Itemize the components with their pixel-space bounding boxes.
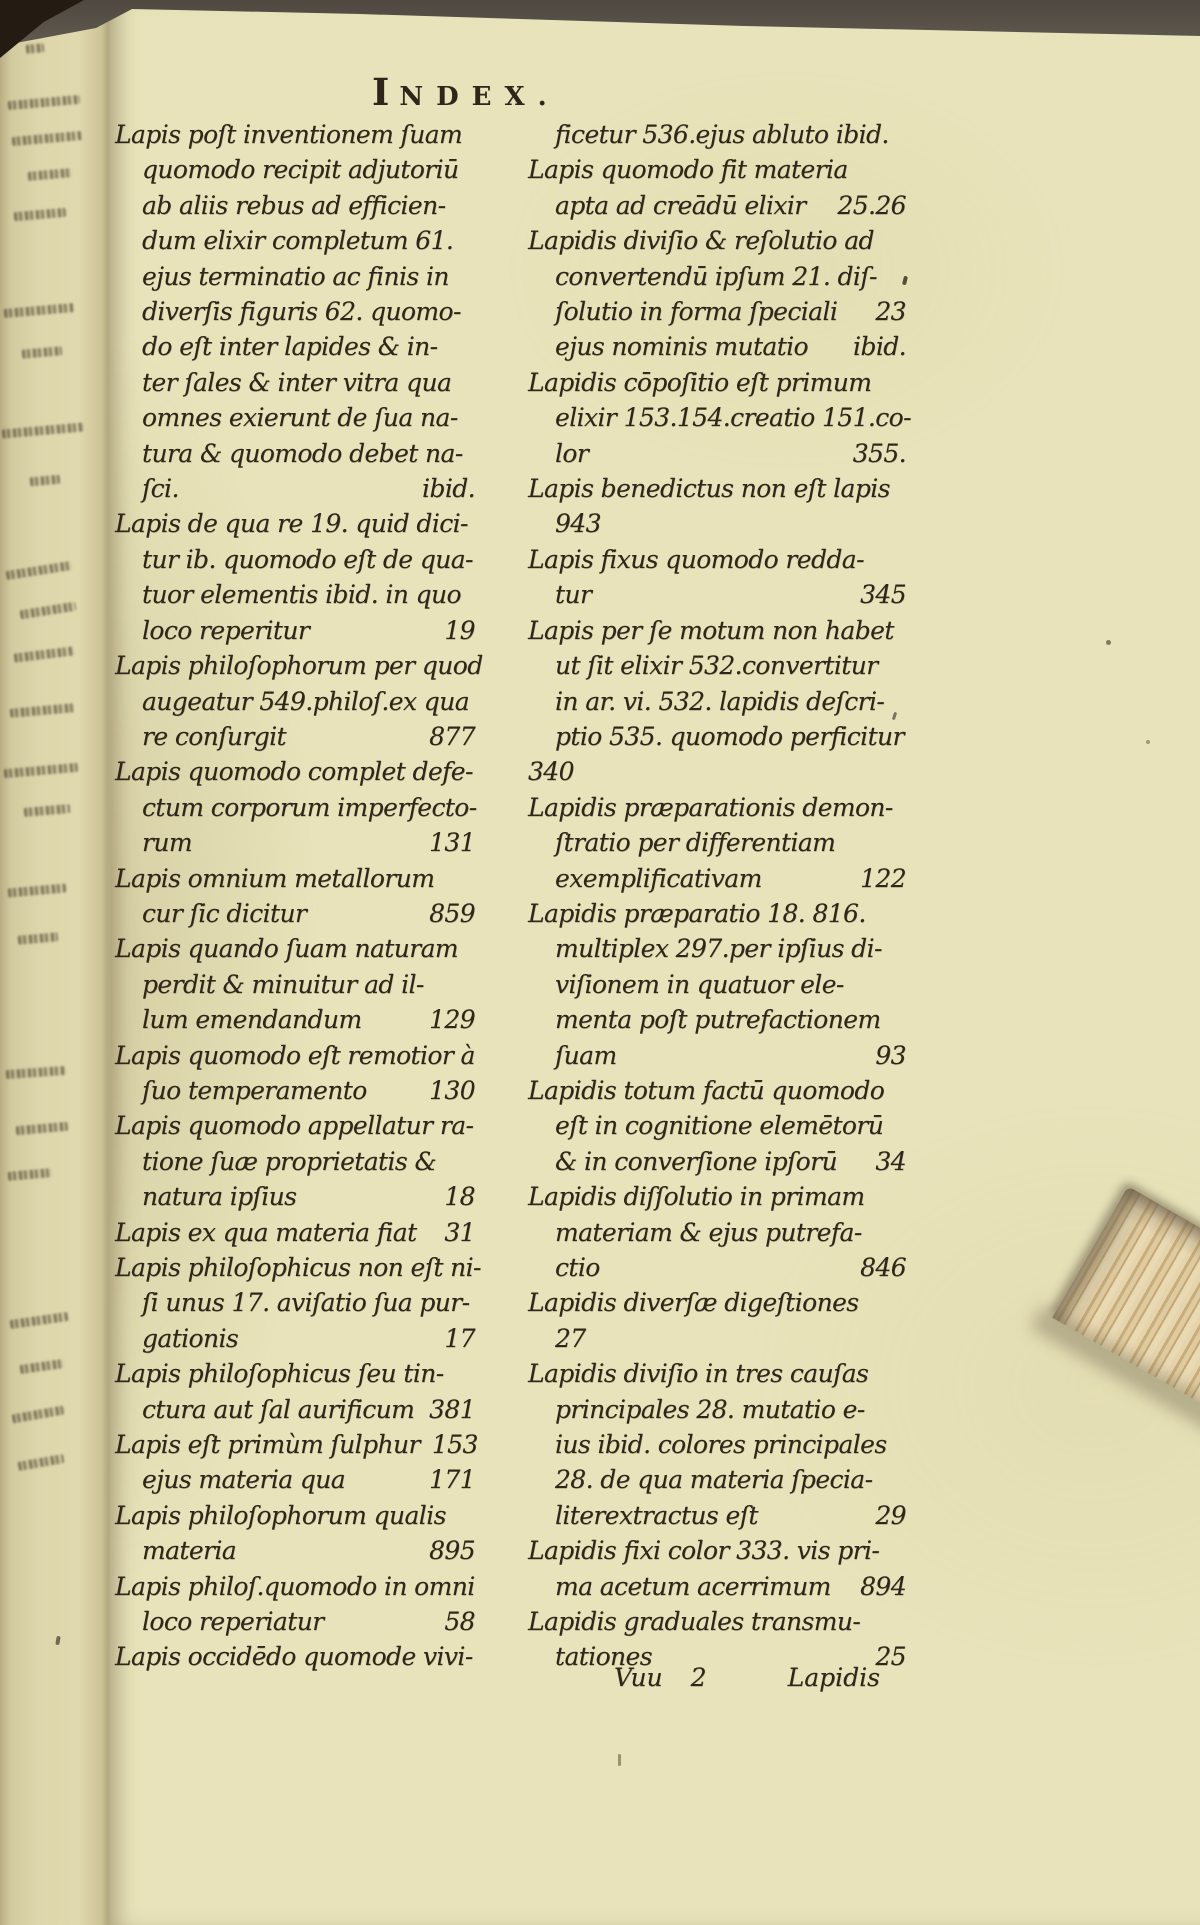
entry-text: ſolutio in forma ſpeciali (555, 297, 838, 327)
index-line (528, 1498, 906, 1533)
page-number: 895 (429, 1536, 475, 1566)
page-number: 877 (429, 721, 475, 751)
page-number: 29 (875, 1500, 906, 1530)
entry-text: lor (555, 438, 589, 468)
entry-text: ctio (555, 1253, 600, 1282)
index-line (115, 1604, 475, 1639)
index-line (528, 967, 906, 1002)
entry-text: Lapis fixus quomodo redda- (528, 544, 864, 574)
entry-text: ma acetum acerrimum (555, 1571, 831, 1601)
entry-text: Lapidis diverſæ digeſtiones (528, 1288, 859, 1318)
index-line (528, 294, 906, 329)
entry-text: loco reperiatur (142, 1607, 324, 1637)
index-line (528, 188, 906, 223)
index-line (528, 1108, 906, 1143)
entry-text: multiplex 297.per ipſius di- (555, 934, 882, 964)
entry-text: quomodo recipit adjutoriū (142, 155, 459, 185)
index-line (528, 1038, 906, 1073)
index-line (115, 259, 475, 294)
entry-text: ſuam (555, 1040, 617, 1070)
entry-text: 27 (555, 1323, 586, 1353)
entry-text: apta ad creādū elixir (555, 190, 806, 220)
index-line (528, 259, 906, 294)
entry-text: Lapis occidēdo quomode vivi- (115, 1642, 473, 1672)
index-line (115, 754, 475, 789)
index-line (115, 1285, 475, 1320)
entry-text: principales 28. mutatio e- (555, 1394, 865, 1424)
entry-text: ſi unus 17. aviſatio ſua pur- (142, 1288, 470, 1318)
entry-text: re conſurgit (142, 721, 286, 751)
entry-text: tur ib. quomodo eſt de qua- (142, 544, 473, 574)
index-line (115, 861, 475, 896)
index-line (115, 719, 475, 754)
index-line (115, 1533, 475, 1568)
index-line (115, 1462, 475, 1497)
index-column-left (115, 117, 483, 1675)
page-number: 18 (444, 1182, 475, 1212)
index-line (115, 1108, 475, 1143)
entry-text: Lapis philoſophicus non eſt ni- (115, 1253, 481, 1282)
index-line (115, 1321, 475, 1356)
entry-text: & in converſione ipſorū (555, 1146, 837, 1176)
entry-text: Lapis de qua re 19. quid dici- (115, 509, 468, 539)
index-line (528, 1285, 906, 1320)
page-number: 23 (875, 297, 906, 327)
index-line (528, 861, 906, 896)
index-line (528, 223, 906, 258)
entry-text: Lapidis præparatio 18. 816. (528, 898, 866, 928)
index-line (115, 117, 475, 152)
page-number: 345 (860, 580, 906, 610)
index-line (528, 542, 906, 577)
entry-text: exemplificativam (555, 863, 762, 893)
entry-text: ficetur 536.ejus abluto ibid. (555, 120, 889, 149)
page-number: 131 (429, 828, 475, 858)
index-line (115, 1038, 475, 1073)
index-line (528, 931, 906, 966)
index-line (115, 931, 475, 966)
index-line (528, 825, 906, 860)
index-line (528, 471, 906, 506)
index-line (115, 825, 475, 860)
index-line (115, 329, 475, 364)
entry-text: augeatur 549.philoſ.ex qua (142, 686, 470, 716)
entry-text: 340 (528, 757, 574, 787)
index-line (115, 188, 475, 223)
entry-text: perdit & minuitur ad il- (142, 969, 424, 999)
entry-text: ut ſit elixir 532.convertitur (555, 651, 878, 681)
page-number: 130 (429, 1075, 475, 1105)
entry-text: rum (142, 828, 192, 858)
index-line (528, 365, 906, 400)
entry-text: Lapis benedictus non eſt lapis (528, 474, 890, 504)
index-line (528, 684, 906, 719)
index-line (528, 754, 906, 789)
entry-text: omnes exierunt de ſua na- (142, 403, 458, 433)
entry-text: ptio 535. quomodo perficitur (555, 721, 904, 751)
index-line (528, 790, 906, 825)
page-number: 58 (444, 1607, 475, 1637)
index-line (528, 1179, 906, 1214)
ink-speck (1146, 740, 1150, 744)
page-number: 153 (431, 1430, 478, 1460)
index-column-right (528, 117, 911, 1675)
index-line (528, 152, 906, 187)
entry-text: 28. de qua materia ſpecia- (555, 1465, 873, 1495)
entry-text: ab aliis rebus ad efficien- (142, 190, 446, 220)
entry-text: dum elixir completum 61. (142, 226, 454, 256)
entry-text: Lapis eſt primùm ſulphur (115, 1430, 420, 1460)
entry-text: eſt in cognitione elemētorū (555, 1111, 884, 1141)
index-line (528, 1462, 906, 1497)
entry-text: Lapidis cōpoſitio eſt primum (528, 367, 872, 397)
index-line (528, 329, 906, 364)
ink-speck (618, 1754, 621, 1766)
entry-text: Lapis quomodo appellatur ra- (115, 1111, 474, 1141)
index-line (528, 1321, 906, 1356)
index-line (528, 506, 906, 541)
index-line (115, 1356, 475, 1391)
index-line (115, 1073, 475, 1108)
header-rest: NDEX. (399, 82, 560, 112)
index-line (115, 967, 475, 1002)
entry-text: ejus materia qua (142, 1465, 346, 1495)
entry-text: Lapis philoſophorum qualis (115, 1500, 446, 1530)
page-number: 17 (444, 1323, 475, 1353)
signature-line (528, 1660, 906, 1695)
page-number: 381 (429, 1394, 475, 1424)
entry-text: Lapis quomodo eſt remotior à (115, 1040, 475, 1070)
entry-text: 943 (555, 509, 601, 539)
index-line (115, 577, 475, 612)
index-line (528, 1215, 906, 1250)
index-line (528, 1533, 906, 1568)
entry-text: Lapis omnium metallorum (115, 863, 435, 893)
entry-text: do eſt inter lapides & in- (142, 332, 438, 362)
index-line (528, 719, 906, 754)
entry-text: Lapidis graduales transmu- (528, 1607, 861, 1637)
entry-text: Lapis philoſophorum per quod (115, 651, 483, 681)
index-line (115, 223, 475, 258)
index-line (528, 648, 906, 683)
entry-text: ſci. (142, 474, 179, 504)
entry-text: ius ibid. colores principales (555, 1430, 887, 1460)
page-number: 355. (852, 438, 906, 468)
index-line (115, 365, 475, 400)
entry-text: elixir 153.154.creatio 151.co- (555, 403, 911, 433)
entry-text: Lapis quando ſuam naturam (115, 934, 459, 964)
index-line (528, 400, 911, 435)
page-number: 122 (860, 863, 906, 893)
page-number: ibid. (422, 474, 475, 504)
index-line (528, 117, 906, 152)
page-number: 19 (444, 615, 475, 645)
page-number: 894 (860, 1571, 906, 1601)
page-number: 25 (875, 1642, 906, 1672)
index-line (528, 1002, 906, 1037)
entry-text: viſionem in quatuor ele- (555, 969, 844, 999)
catchword: Lapidis (787, 1663, 880, 1692)
entry-text: ſtratio per differentiam (555, 828, 836, 858)
index-line (115, 1179, 475, 1214)
index-line (115, 1250, 481, 1285)
ink-speck (1106, 640, 1111, 645)
page-number: 93 (875, 1040, 906, 1070)
page-number: ibid. (853, 332, 906, 362)
index-line (115, 400, 475, 435)
entry-text: tur (555, 580, 592, 610)
entry-text: Lapidis præparationis demon- (528, 792, 893, 822)
index-line (528, 577, 906, 612)
entry-text: gationis (142, 1323, 239, 1353)
index-line (115, 1639, 475, 1674)
index-line (115, 471, 475, 506)
index-line (115, 896, 475, 931)
entry-text: ejus terminatio ac finis in (142, 261, 449, 291)
index-line (528, 1356, 906, 1391)
index-line (115, 506, 475, 541)
entry-text: convertendū ipſum 21. diſ- (555, 261, 877, 291)
entry-text: in ar. vi. 532. lapidis deſcri- (555, 686, 885, 716)
entry-text: natura ipſius (142, 1182, 297, 1212)
entry-text: diverſis figuris 62. quomo- (142, 297, 461, 327)
page-number: 31 (444, 1217, 475, 1247)
index-line (528, 613, 906, 648)
index-line (115, 152, 475, 187)
entry-text: Lapis ex qua materia fiat (115, 1217, 417, 1247)
index-line (115, 1427, 478, 1462)
entry-text: Lapis philoſophicus ſeu tin- (115, 1359, 444, 1389)
index-line (115, 1498, 475, 1533)
entry-text: Lapidis diſſolutio in primam (528, 1182, 865, 1212)
index-line (115, 542, 475, 577)
entry-text: lum emendandum (142, 1005, 362, 1035)
entry-text: Lapis quomodo complet defe- (115, 757, 473, 787)
entry-text: Lapis per ſe motum non habet (528, 615, 894, 645)
index-line (115, 684, 475, 719)
gathering-signature: Vuu 2 (614, 1663, 707, 1692)
index-line (115, 790, 475, 825)
entry-text: ejus nominis mutatio (555, 332, 809, 362)
index-line (115, 1392, 475, 1427)
entry-text: materiam & ejus putrefa- (555, 1217, 862, 1247)
entry-text: ter ſales & inter vitra qua (142, 367, 452, 397)
entry-text: Lapidis diviſio & reſolutio ad (528, 226, 874, 256)
page-number: 859 (429, 898, 475, 928)
entry-text: Lapis quomodo fit materia (528, 155, 848, 185)
index-line (528, 1569, 906, 1604)
entry-text: tione ſuæ proprietatis & (142, 1146, 437, 1176)
index-line (115, 1569, 475, 1604)
entry-text: tuor elementis ibid. in quo (142, 580, 461, 610)
entry-text: loco reperitur (142, 615, 310, 645)
index-line (115, 294, 475, 329)
entry-text: Lapis philoſ.quomodo in omni (115, 1571, 475, 1601)
entry-text: tationes (555, 1642, 652, 1672)
page-number: 34 (875, 1146, 906, 1176)
page-number: 846 (860, 1253, 906, 1282)
page-number: 129 (429, 1005, 475, 1035)
index-line (528, 1144, 906, 1179)
entry-text: ctura aut ſal aurificum (142, 1394, 415, 1424)
entry-text: literextractus eſt (555, 1500, 758, 1530)
page-title (372, 70, 592, 114)
index-line (115, 613, 475, 648)
index-line (528, 436, 906, 471)
header-initial: I (372, 70, 400, 114)
entry-text: materia (142, 1536, 237, 1566)
entry-text: ſuo temperamento (142, 1075, 367, 1105)
index-line (528, 1073, 906, 1108)
index-line (115, 436, 475, 471)
page-number: 171 (429, 1465, 475, 1495)
entry-text: Lapis poſt inventionem ſuam (115, 120, 463, 149)
index-line (115, 648, 483, 683)
index-line (528, 1250, 906, 1285)
entry-text: ctum corporum imperfecto- (142, 792, 477, 822)
index-line (115, 1002, 475, 1037)
entry-text: Lapidis fixi color 333. vis pri- (528, 1536, 880, 1566)
entry-text: cur ſic dicitur (142, 898, 307, 928)
index-line (528, 896, 906, 931)
index-line (528, 1392, 906, 1427)
index-line (528, 1427, 906, 1462)
entry-text: menta poſt putrefactionem (555, 1005, 881, 1035)
index-line (115, 1215, 475, 1250)
index-line (528, 1604, 906, 1639)
entry-text: tura & quomodo debet na- (142, 438, 463, 468)
entry-text: Lapidis diviſio in tres cauſas (528, 1359, 869, 1389)
entry-text: Lapidis totum factū quomodo (528, 1075, 885, 1105)
page-number: 25.26 (837, 190, 906, 220)
index-line (115, 1144, 475, 1179)
